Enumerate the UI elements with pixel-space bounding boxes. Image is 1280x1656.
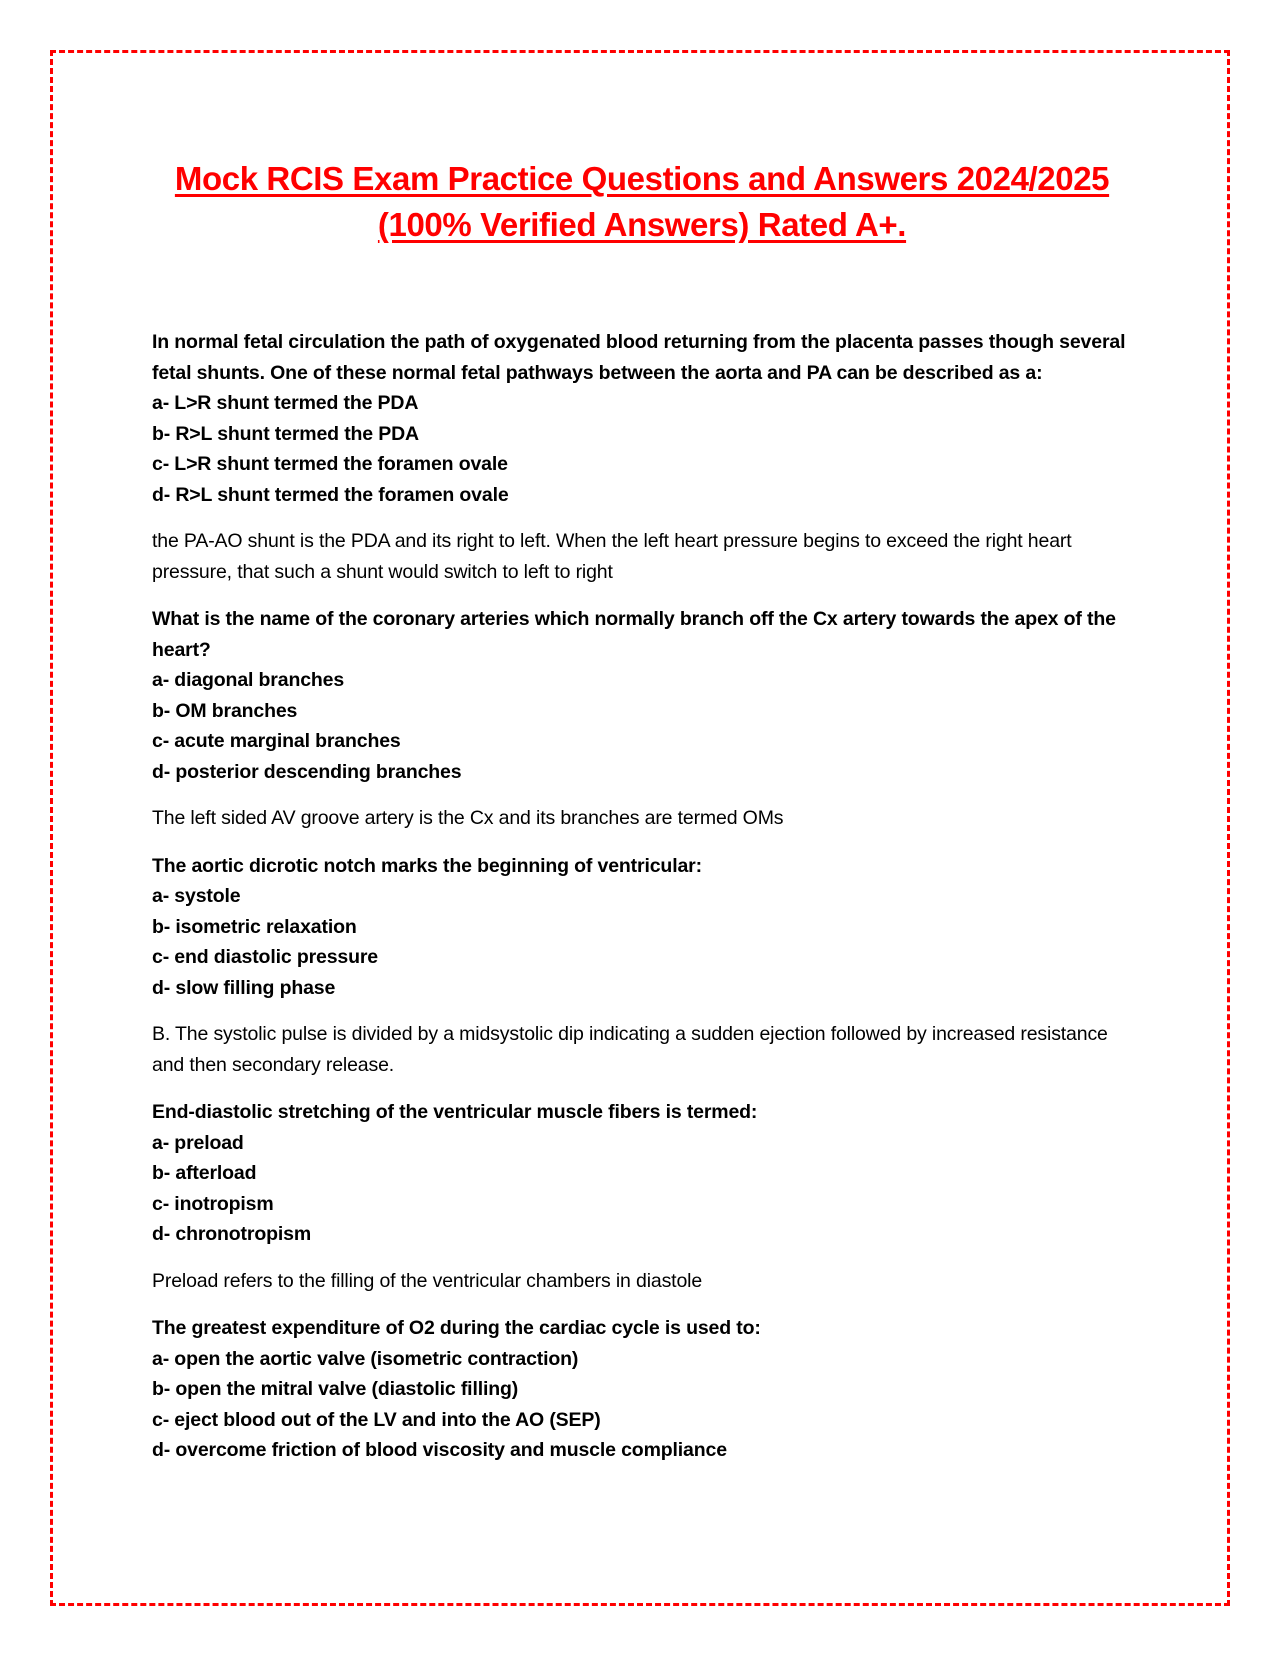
answer-text: B. The systolic pulse is divided by a midsystolic dip indicating a sudden ejection followed by increased resistance and then secondary release.: [152, 1023, 1108, 1076]
qa-block-2: [152, 604, 1132, 834]
document-content: [152, 156, 1132, 1466]
option-b: b- afterload: [152, 1162, 257, 1184]
option-d: d- overcome friction of blood viscosity and muscle compliance: [152, 1439, 727, 1461]
qa-block-4: [152, 1097, 1132, 1296]
option-a: a- open the aortic valve (isometric contraction): [152, 1347, 579, 1370]
title-line-2: (100% Verified Answers) Rated A+.: [377, 206, 907, 243]
option-b: b- open the mitral valve (diastolic filling): [152, 1378, 519, 1400]
qa-block-5: [152, 1313, 1132, 1466]
option-a: a- systole: [152, 885, 241, 907]
option-c: c- L>R shunt termed the foramen ovale: [152, 453, 508, 475]
document-title: [152, 156, 1132, 248]
option-d: d- slow filling phase: [152, 976, 336, 999]
question-text: End-diastolic stretching of the ventricular muscle fibers is termed:: [152, 1101, 758, 1123]
option-c: c- eject blood out of the LV and into the AO (SEP): [152, 1408, 601, 1431]
option-b: b- OM branches: [152, 699, 298, 722]
question-text: In normal fetal circulation the path of oxygenated blood returning from the placenta passes though several fetal shunts. One of these normal fetal pathways between the aorta and PA can be described as a:: [152, 331, 1126, 384]
answer-text: Preload refers to the filling of the ventricular chambers in diastole: [152, 1269, 703, 1292]
option-c: c- inotropism: [152, 1192, 274, 1215]
answer-text: The left sided AV groove artery is the Cx and its branches are termed OMs: [152, 807, 784, 829]
option-d: d- posterior descending branches: [152, 760, 462, 783]
qa-list: [152, 327, 1132, 1466]
option-a: a- diagonal branches: [152, 669, 345, 691]
option-a: a- L>R shunt termed the PDA: [152, 392, 419, 414]
qa-block-1: [152, 327, 1132, 587]
question-text: The aortic dicrotic notch marks the beginning of ventricular:: [152, 854, 702, 877]
option-b: b- isometric relaxation: [152, 915, 357, 938]
question-text: The greatest expenditure of O2 during the cardiac cycle is used to:: [152, 1317, 761, 1339]
option-c: c- acute marginal branches: [152, 730, 401, 752]
option-a: a- preload: [152, 1131, 244, 1154]
qa-block-3: [152, 851, 1132, 1081]
title-line-1: Mock RCIS Exam Practice Questions and Answers 2024/2025: [174, 160, 1110, 197]
answer-text: the PA-AO shunt is the PDA and its right to left. When the left heart pressure begins to exceed the right heart pressure, that such a shunt would switch to left to right: [152, 530, 1072, 583]
option-b: b- R>L shunt termed the PDA: [152, 422, 419, 445]
option-c: c- end diastolic pressure: [152, 946, 378, 968]
option-d: d- chronotropism: [152, 1223, 312, 1245]
question-text: What is the name of the coronary arteries which normally branch off the Cx artery towards the apex of the heart?: [152, 608, 1116, 661]
option-d: d- R>L shunt termed the foramen ovale: [152, 483, 509, 506]
